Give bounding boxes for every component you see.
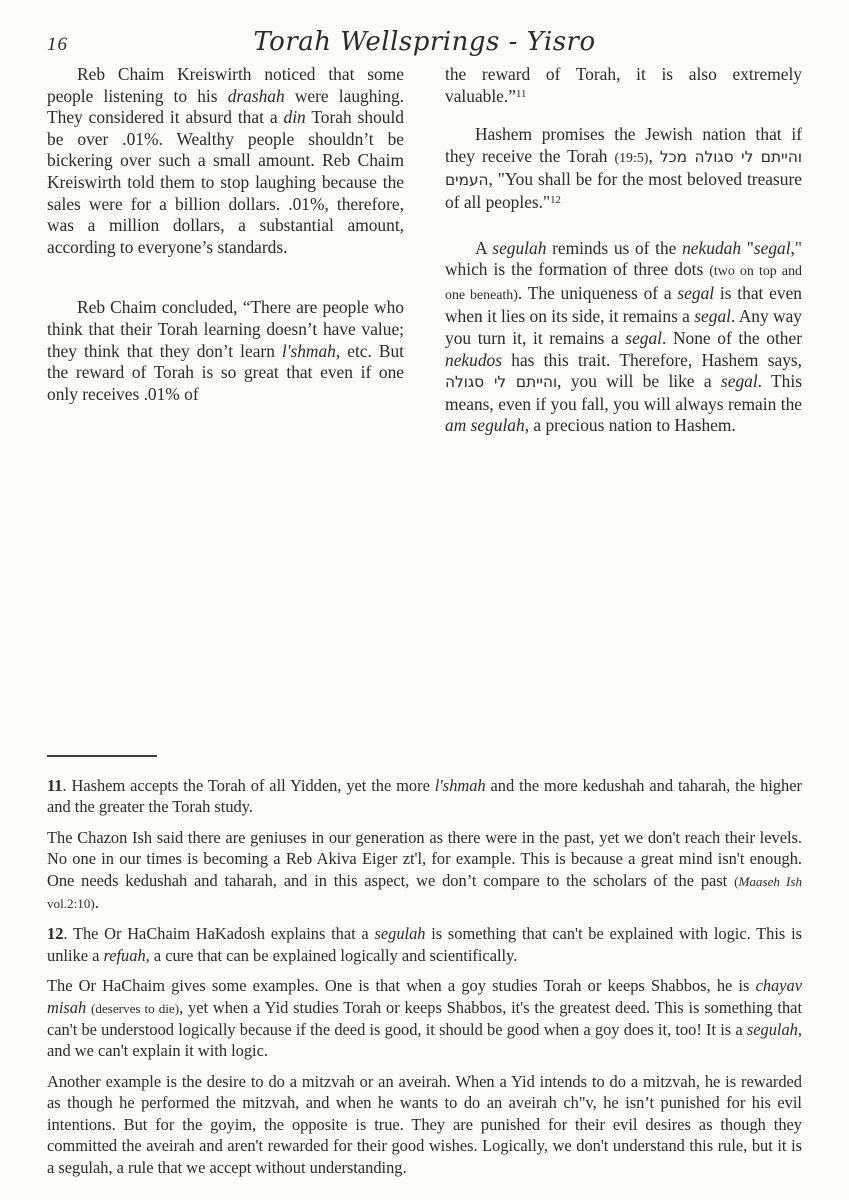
paragraph-reward-continuation: the reward of Torah, it is also extremely valuable.”$^{11}$ <box>445 64 802 106</box>
column-right <box>445 64 802 437</box>
footnote-11-chazon-ish: The Chazon Ish said there are geniuses in our generation as there were in the past, yet we don't reach their levels. No one in our times is becoming a Reb Akiva Eiger zt'l, for example. This is because a great mind isn't enough. One needs kedushah and taharah, and in this aspect, we don’t compare to the scholars of the past (Maaseh Ish vol.2:10). <box>47 827 802 913</box>
footnotes-section <box>47 755 802 1178</box>
footnote-12: 12. The Or HaChaim HaKadosh explains that a segulah is something that can't be explained with logic. This is unlike a refuah, a cure that can be explained logically and scientifically. <box>47 924 802 965</box>
article-body <box>47 64 803 437</box>
footnotes-text <box>47 775 802 1178</box>
footnote-separator <box>47 755 157 757</box>
footnote-12-another-example: Another example is the desire to do a mitzvah or an aveirah. When a Yid intends to do a mitzvah, he is rewarded as though he performed the mitzvah, and when he wants to do an aveirah ch"v, he isn’t punished for his evil intentions. But for the goyim, the opposite is true. They are punished for their evil desires as though they committed the aveirah and aren't rewarded for their good wishes. Logically, we don't understand this rule, but it is a segulah, a rule that we accept without understanding. <box>47 1071 802 1177</box>
footnote-11: 11. Hashem accepts the Torah of all Yidden, yet the more l'shmah and the more kedushah and taharah, the higher and the greater the Torah study. <box>47 776 802 817</box>
page-number: 16 <box>47 34 68 55</box>
page-header <box>0 27 849 67</box>
paragraph-segulah-segal: A segulah reminds us of the nekudah "segal," which is the formation of three dots (two on top and one beneath). The uniqueness of a segal is that even when it lies on its side, it remains a segal. Any way you turn it, it remains a segal. None of the other nekudos has this trait. Therefore, Hashem says, והייתם לי סגולה, you will be like a segal. This means, even if you fall, you will always remain the am segulah, a precious nation to Hashem. <box>445 237 802 436</box>
paragraph-kreiswirth-laughing: Reb Chaim Kreiswirth noticed that some people listening to his drashah were laughing. They considered it absurd that a din Torah should be over .01%. Wealthy people shouldn’t be bickering over such a small amount. Reb Chaim Kreiswirth told them to stop laughing because the sales were for a billion dollars. .01%, therefore, was a million dollars, a substantial amount, according to everyone’s standards. <box>47 64 404 257</box>
paragraph-kreiswirth-concluded: Reb Chaim concluded, “There are people who think that their Torah learning doesn’t have value; they think that they don’t learn l'shmah, etc. But the reward of Torah is so great that even if one only receives .01% of <box>47 297 404 404</box>
column-left <box>47 64 404 437</box>
page-title: Torah Wellsprings - Yisro <box>253 27 596 57</box>
footnote-12-examples: The Or HaChaim gives some examples. One is that when a goy studies Torah or keeps Shabbos, he is chayav misah (deserves to die), yet when a Yid studies Torah or keeps Shabbos, it's the greatest deed. This is something that can't be understood logically because if the deed is good, it should be good when a goy does it, too! It is a segulah, and we can't explain it with logic. <box>47 976 802 1061</box>
paragraph-hashem-promises: Hashem promises the Jewish nation that if they receive the Torah (19:5), והייתם לי סגולה מכל העמים, "You shall be for the most beloved treasure of all peoples."$^{12}$ <box>445 124 803 212</box>
